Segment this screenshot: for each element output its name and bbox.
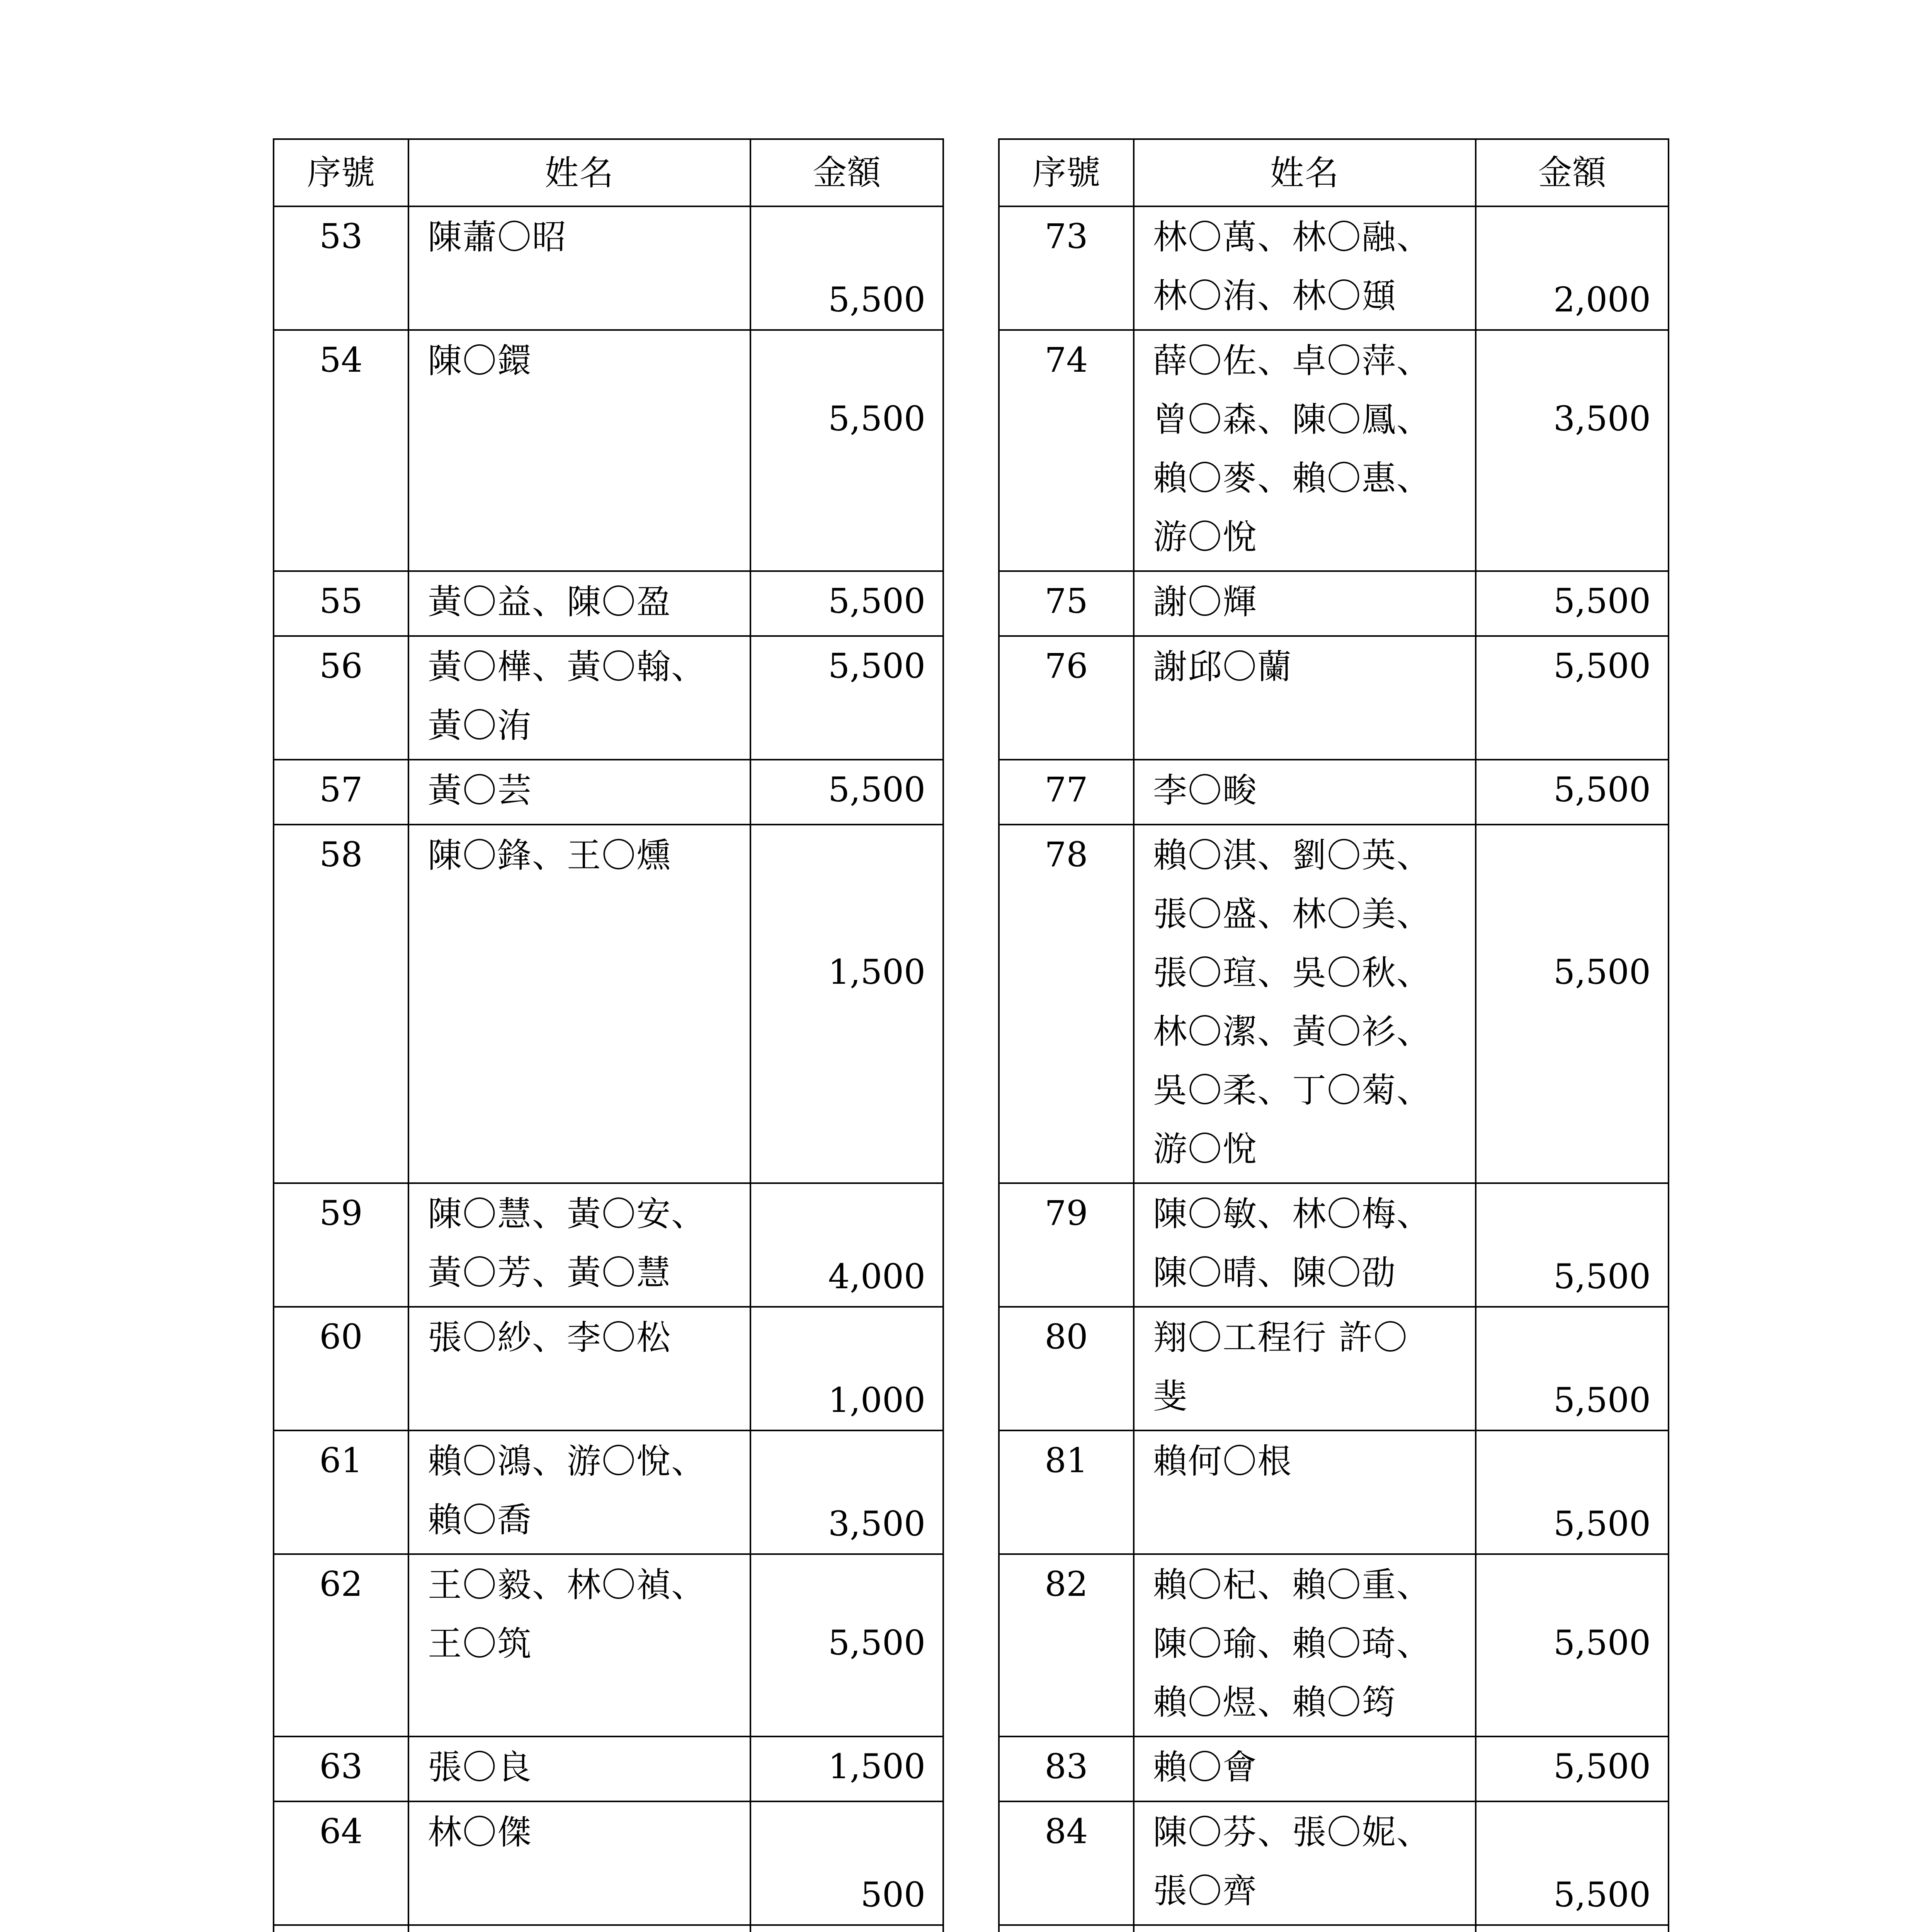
table-row	[999, 1554, 1669, 1736]
name-cell	[408, 1736, 750, 1801]
table-row	[999, 206, 1669, 330]
name-line: 賴何〇根	[1153, 1441, 1293, 1481]
name-cell	[1134, 760, 1476, 825]
serial-cell	[274, 1925, 408, 1932]
name-cell	[408, 825, 750, 1183]
serial-cell: 64	[274, 1801, 408, 1925]
header-serial: 序號	[274, 139, 408, 206]
header-amount: 金額	[750, 139, 943, 206]
serial-cell: 81	[999, 1430, 1134, 1554]
donation-table-right	[998, 138, 1669, 1932]
name-line: 陳蕭〇昭	[428, 217, 567, 257]
name-cell	[408, 1925, 750, 1932]
serial-cell: 55	[274, 571, 408, 636]
name-line: 陳〇鐶	[428, 341, 532, 381]
amount-cell: 3,500	[750, 1430, 943, 1554]
table-row	[274, 1554, 943, 1736]
serial-cell: 84	[999, 1801, 1134, 1925]
amount-cell: 5,500	[1476, 1430, 1669, 1554]
name-line: 林〇萬、林〇融、	[1153, 217, 1432, 257]
amount-cell: 5,500	[1476, 1307, 1669, 1430]
table-row	[274, 760, 943, 825]
amount-cell: 5,500	[1476, 1736, 1669, 1801]
name-line	[428, 1927, 750, 1932]
name-line	[1153, 1927, 1475, 1932]
name-line: 張〇齊	[1153, 1871, 1258, 1911]
table-row	[274, 1801, 943, 1925]
header-name: 姓名	[408, 139, 750, 206]
amount-cell: 1,500	[750, 1736, 943, 1801]
name-cell	[408, 636, 750, 760]
name-line: 謝邱〇蘭	[1153, 647, 1293, 687]
name-line: 陳〇慧、黃〇安、	[428, 1194, 706, 1234]
name-cell	[1134, 1554, 1476, 1736]
serial-cell: 75	[999, 571, 1134, 636]
name-cell	[1134, 1736, 1476, 1801]
name-line: 李〇畯	[1153, 770, 1258, 810]
table-row	[274, 206, 943, 330]
serial-cell: 77	[999, 760, 1134, 825]
name-line: 陳〇晴、陳〇劭	[1153, 1253, 1397, 1293]
serial-cell: 57	[274, 760, 408, 825]
amount-cell: 2,000	[1476, 206, 1669, 330]
name-line: 林〇傑	[428, 1812, 532, 1852]
name-cell	[1134, 1430, 1476, 1554]
name-cell	[1134, 825, 1476, 1183]
name-line: 謝〇輝	[1153, 582, 1258, 622]
table-row	[274, 571, 943, 636]
name-line: 張〇紗、李〇松	[428, 1318, 672, 1357]
amount-cell: 5,500	[1476, 760, 1669, 825]
name-cell	[1134, 1801, 1476, 1925]
serial-cell: 82	[999, 1554, 1134, 1736]
name-line: 張〇盛、林〇美、	[1153, 894, 1432, 934]
name-line: 黃〇樺、黃〇翰、	[428, 647, 706, 687]
name-line: 吳〇柔、丁〇菊、	[1153, 1070, 1432, 1110]
name-line: 陳〇瑜、賴〇琦、	[1153, 1624, 1432, 1663]
name-line: 黃〇芸	[428, 770, 532, 810]
table-row	[999, 1736, 1669, 1801]
table-row	[999, 1925, 1669, 1932]
name-cell	[408, 760, 750, 825]
table-row	[999, 760, 1669, 825]
amount-cell: 5,500	[750, 571, 943, 636]
name-line: 林〇洧、林〇頲	[1153, 276, 1397, 316]
name-cell	[408, 1307, 750, 1430]
amount-cell: 5,500	[1476, 571, 1669, 636]
name-cell	[1134, 330, 1476, 571]
table-row	[999, 571, 1669, 636]
header-amount: 金額	[1476, 139, 1669, 206]
name-line: 張〇良	[428, 1747, 532, 1787]
name-cell	[408, 1430, 750, 1554]
name-line: 王〇毅、林〇禎、	[428, 1565, 706, 1605]
name-line: 賴〇鴻、游〇悅、	[428, 1441, 706, 1481]
name-cell	[1134, 1925, 1476, 1932]
name-cell	[1134, 1183, 1476, 1307]
table-row	[274, 825, 943, 1183]
amount-cell: 5,500	[750, 760, 943, 825]
serial-cell: 60	[274, 1307, 408, 1430]
amount-cell: 5,500	[750, 1554, 943, 1736]
serial-cell: 83	[999, 1736, 1134, 1801]
name-line: 林〇潔、黃〇衫、	[1153, 1012, 1432, 1051]
name-cell	[1134, 1307, 1476, 1430]
name-line: 陳〇敏、林〇梅、	[1153, 1194, 1432, 1234]
name-line: 賴〇喬	[428, 1500, 532, 1540]
name-cell	[408, 1801, 750, 1925]
table-row	[274, 330, 943, 571]
amount-cell: 5,500	[1476, 1801, 1669, 1925]
name-line: 賴〇杞、賴〇重、	[1153, 1565, 1432, 1605]
amount-cell	[1476, 1925, 1669, 1932]
name-cell	[408, 1554, 750, 1736]
name-line: 翔〇工程行 許〇	[1153, 1318, 1408, 1357]
serial-cell: 54	[274, 330, 408, 571]
amount-cell: 5,500	[750, 636, 943, 760]
table-row	[999, 1430, 1669, 1554]
name-line: 賴〇會	[1153, 1747, 1258, 1787]
name-line: 陳〇芬、張〇妮、	[1153, 1812, 1432, 1852]
name-line: 斐	[1153, 1376, 1188, 1416]
serial-cell: 62	[274, 1554, 408, 1736]
serial-cell: 80	[999, 1307, 1134, 1430]
name-line: 游〇悅	[1153, 1129, 1258, 1169]
amount-cell: 5,500	[750, 206, 943, 330]
name-cell	[1134, 206, 1476, 330]
amount-cell: 4,000	[750, 1183, 943, 1307]
name-cell	[408, 330, 750, 571]
table-row	[274, 1925, 943, 1932]
amount-cell: 3,500	[1476, 330, 1669, 571]
donation-table-left	[273, 138, 944, 1932]
table-row	[999, 1801, 1669, 1925]
serial-cell: 53	[274, 206, 408, 330]
amount-cell: 5,500	[1476, 825, 1669, 1183]
serial-cell: 63	[274, 1736, 408, 1801]
amount-cell	[750, 1925, 943, 1932]
name-cell	[408, 206, 750, 330]
serial-cell: 61	[274, 1430, 408, 1554]
name-line: 黃〇益、陳〇盈	[428, 582, 672, 622]
name-cell	[408, 1183, 750, 1307]
table-body-left	[274, 206, 943, 1932]
table-row	[274, 1736, 943, 1801]
name-line: 王〇筑	[428, 1624, 532, 1663]
name-cell	[1134, 571, 1476, 636]
table-row	[999, 825, 1669, 1183]
table-row	[274, 1307, 943, 1430]
table-body-right	[999, 206, 1669, 1932]
name-cell	[1134, 636, 1476, 760]
header-serial: 序號	[999, 139, 1134, 206]
name-line: 游〇悅	[1153, 517, 1258, 557]
table-row	[999, 330, 1669, 571]
serial-cell: 73	[999, 206, 1134, 330]
name-line: 黃〇洧	[428, 706, 532, 745]
table-row	[274, 1430, 943, 1554]
name-cell	[408, 571, 750, 636]
table-header-row	[999, 139, 1669, 206]
serial-cell: 79	[999, 1183, 1134, 1307]
serial-cell: 78	[999, 825, 1134, 1183]
serial-cell: 58	[274, 825, 408, 1183]
table-row	[274, 636, 943, 760]
amount-cell: 5,500	[1476, 1554, 1669, 1736]
name-line: 張〇瑄、吳〇秋、	[1153, 953, 1432, 993]
serial-cell: 74	[999, 330, 1134, 571]
name-line: 黃〇芳、黃〇慧	[428, 1253, 672, 1293]
name-line: 陳〇鋒、王〇燻	[428, 835, 672, 875]
amount-cell: 500	[750, 1801, 943, 1925]
amount-cell: 1,000	[750, 1307, 943, 1430]
name-line: 曾〇森、陳〇鳳、	[1153, 400, 1432, 439]
header-name: 姓名	[1134, 139, 1476, 206]
amount-cell: 5,500	[750, 330, 943, 571]
amount-cell: 1,500	[750, 825, 943, 1183]
amount-cell: 5,500	[1476, 1183, 1669, 1307]
name-line: 賴〇煜、賴〇筠	[1153, 1682, 1397, 1722]
serial-cell: 59	[274, 1183, 408, 1307]
name-line: 賴〇淇、劉〇英、	[1153, 835, 1432, 875]
table-row	[999, 1307, 1669, 1430]
table-row	[999, 1183, 1669, 1307]
table-row	[999, 636, 1669, 760]
name-line: 薛〇佐、卓〇萍、	[1153, 341, 1432, 381]
serial-cell: 76	[999, 636, 1134, 760]
name-line: 賴〇麥、賴〇惠、	[1153, 458, 1432, 498]
serial-cell: 56	[274, 636, 408, 760]
serial-cell	[999, 1925, 1134, 1932]
table-row	[274, 1183, 943, 1307]
amount-cell: 5,500	[1476, 636, 1669, 760]
table-header-row	[274, 139, 943, 206]
